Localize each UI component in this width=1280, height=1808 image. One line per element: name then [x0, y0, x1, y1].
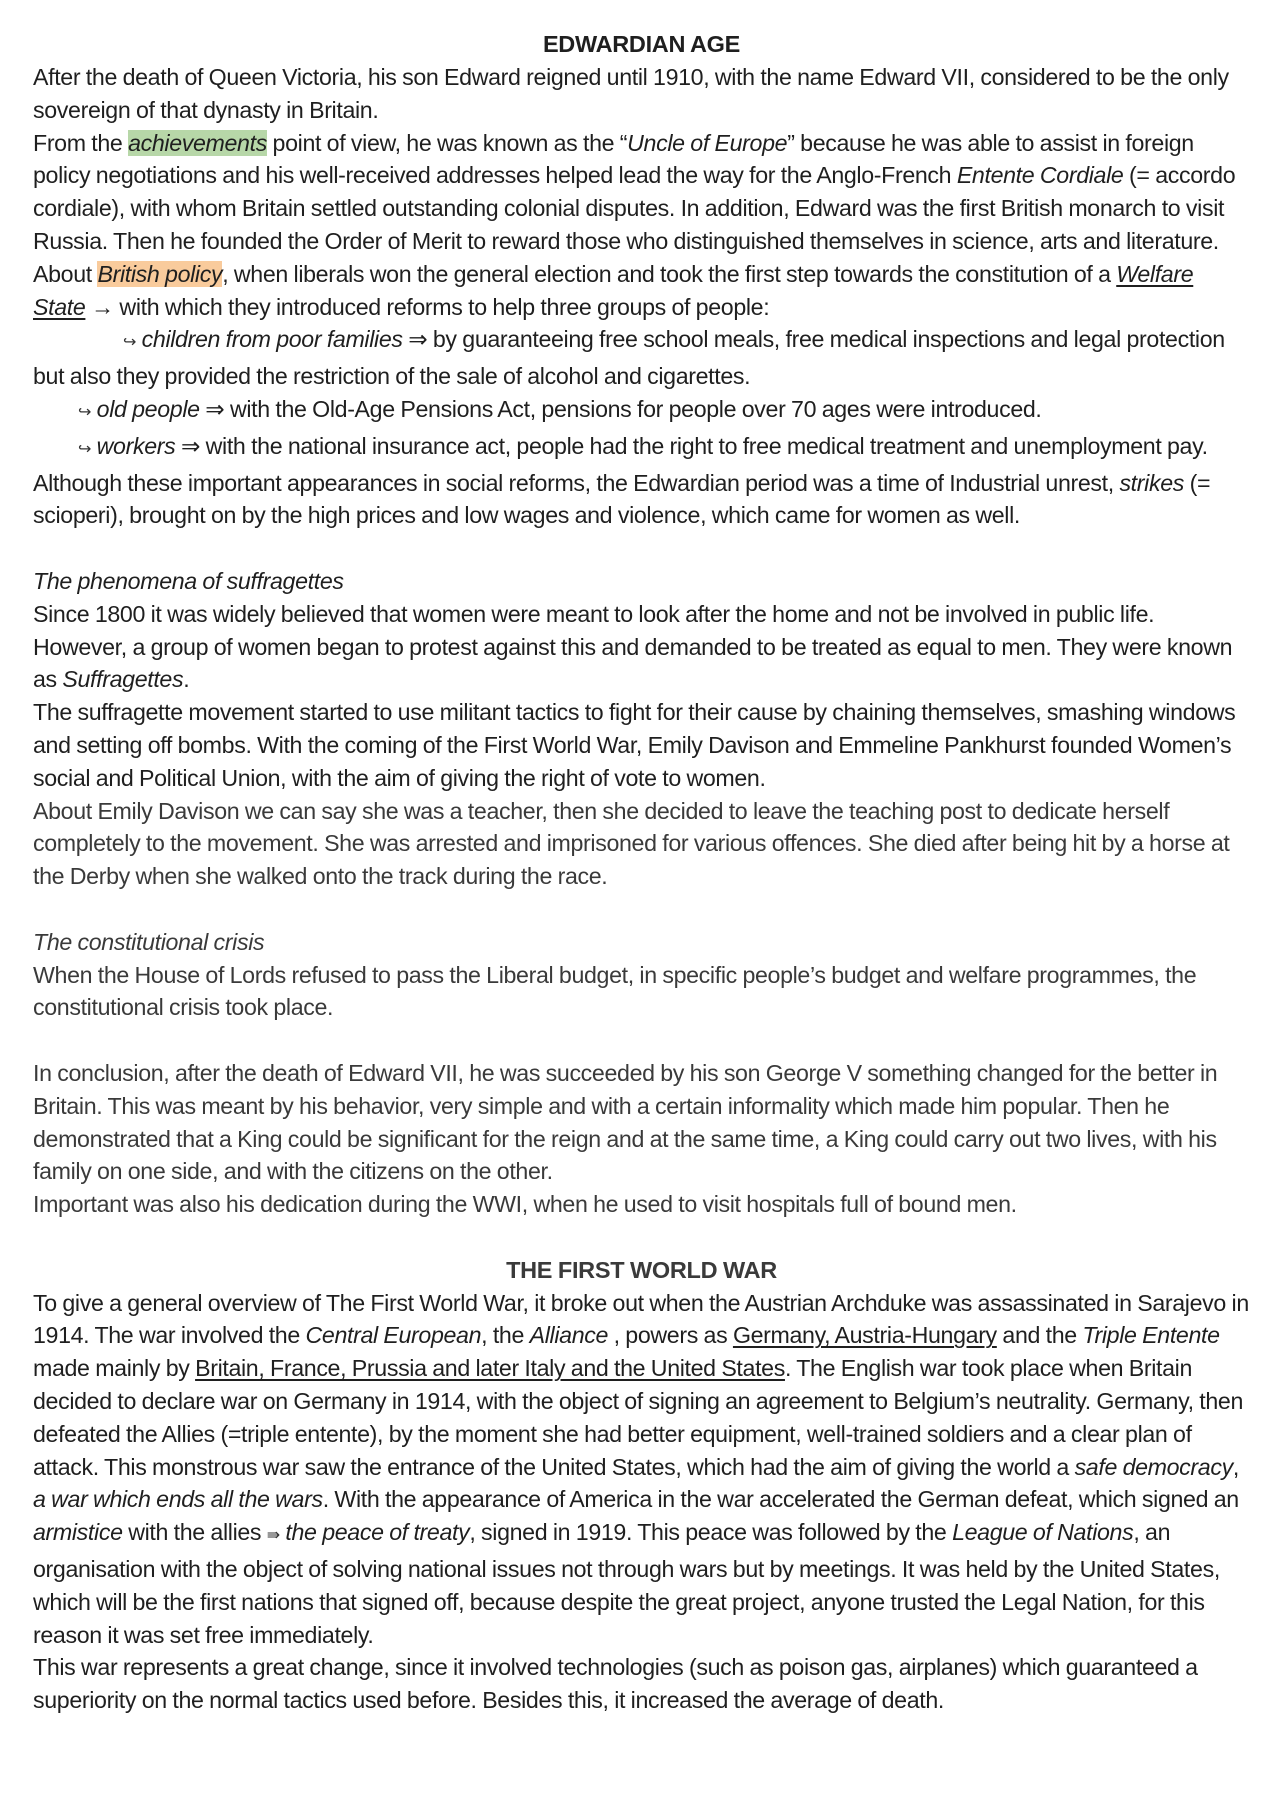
italic-central-european: Central European	[305, 1322, 482, 1349]
text-run: , the	[481, 1322, 530, 1349]
subtitle-constitutional-crisis	[33, 926, 1250, 959]
highlight-achievements: achievements	[128, 129, 267, 156]
text-run: and the	[996, 1322, 1083, 1349]
italic-triple-entente: Triple Entente	[1082, 1322, 1220, 1349]
text-run: made mainly by	[33, 1355, 196, 1382]
intro-paragraph-2	[33, 127, 1250, 258]
reform-text: with the Old-Age Pensions Act, pensions for people over 70 ages were introduced.	[229, 395, 1042, 422]
reform-item-workers	[33, 430, 1250, 467]
reform-group: workers	[96, 432, 176, 459]
text-run: .	[183, 666, 190, 693]
hook-arrow-icon: ↪	[123, 334, 137, 352]
reform-item-children	[33, 323, 1250, 393]
suffragettes-paragraph-2: The suffragette movement started to use militant tactics to fight for their cause by chaining themselves, smashing windows and setting off bombs. With the coming of the First World War, Emily Davison and Emmeline Pankhurst founded Women’s social and Political Union, with the aim of giving the right of vote to women.	[33, 699, 1236, 791]
conclusion-paragraph-2: Important was also his dedication during the WWI, when he used to visit hospitals full of bound men.	[33, 1191, 1017, 1218]
text-run: with the allies	[122, 1519, 267, 1546]
underlined-central-powers: Germany, Austria-Hungary	[732, 1322, 997, 1349]
spacer	[33, 893, 1250, 926]
subtitle-text: The phenomena of suffragettes	[33, 567, 344, 594]
triple-arrow-icon: ⇛	[266, 1527, 280, 1545]
subtitle-suffragettes	[33, 565, 1250, 598]
italic-suffragettes: Suffragettes	[62, 666, 184, 693]
intro-paragraph-1: After the death of Queen Victoria, his son Edward reigned until 1910, with the name Edward VII, considered to be the only sovereign of that dynasty in Britain.	[33, 64, 1229, 123]
italic-peace-of-treaty: the peace of treaty	[285, 1519, 470, 1546]
italic-uncle-of-europe: Uncle of Europe	[627, 129, 788, 156]
italic-war-which-ends-all-wars: a war which ends all the wars	[33, 1486, 323, 1513]
implies-arrow-icon: ⇒	[175, 432, 206, 459]
underlined-welfare-state: Welfare State	[33, 260, 1194, 320]
text-run: About	[33, 260, 98, 287]
spacer	[33, 532, 1250, 565]
text-run: . The English war took place when Britain decided to declare war on Germany in 1914, with the object of signing an agreement to Belgium’s neutrality. Germany, then defeated the Allies (=triple entente), by the moment she had better equipment, well-trained soldiers and a clear plan of attack. This monstrous war saw the entrance of the United States, which had the aim of giving the world a	[33, 1355, 1243, 1480]
text-run: , signed in 1919. This peace was followed by the	[469, 1519, 953, 1546]
text-run: ” because he was able to assist in foreign policy negotiations and his well-received addresses helped lead the way for the Anglo-French	[33, 129, 1194, 189]
spacer	[33, 1221, 1250, 1254]
text-run: (= accordo cordiale), with whom Britain settled outstanding colonial disputes. In addition, Edward was the first British monarch to visit Russia. Then he founded the Order of Merit to reward those who distinguished themselves in science, arts and literature.	[33, 162, 1236, 254]
text-run: , an organisation with the object of solving national issues not through wars but by meetings. It was held by the United States, which will be the first nations that signed off, because despite the great project, anyone trusted the Legal Nation, for this reason it was set free immediately.	[33, 1519, 1220, 1648]
constitutional-crisis-paragraph: When the House of Lords refused to pass the Liberal budget, in specific people’s budget and welfare programmes, the constitutional crisis took place.	[33, 961, 1197, 1021]
section-title-first-world-war: THE FIRST WORLD WAR	[506, 1256, 777, 1283]
italic-armistice: armistice	[33, 1519, 123, 1546]
section-title-edwardian-age: EDWARDIAN AGE	[542, 31, 741, 57]
subtitle-text: The constitutional crisis	[33, 928, 265, 955]
italic-entente-cordiale: Entente Cordiale	[956, 162, 1124, 189]
conclusion-paragraph-1: In conclusion, after the death of Edward VII, he was succeeded by his son George V something changed for the better in Britain. This was meant by his behavior, very simple and with a certain informality which made him popular. Then he demonstrated that a King could be significant for the reign and at the same time, a King could carry out two lives, with his family on one side, and with the citizens on the other.	[33, 1059, 1218, 1185]
hook-arrow-icon: ↪	[78, 440, 92, 458]
italic-strikes: strikes	[1119, 469, 1184, 496]
text-run: , powers as	[608, 1322, 733, 1349]
implies-arrow-icon: ⇒	[199, 395, 230, 422]
wwi-paragraph-1	[33, 1287, 1250, 1652]
italic-safe-democracy: safe democracy	[1074, 1453, 1233, 1480]
intro-paragraph-3	[33, 258, 1250, 324]
text-run: From the	[33, 129, 129, 156]
underlined-entente-members: Britain, France, Prussia and later Italy and the United States	[195, 1355, 785, 1382]
text-run: point of view, he was known as the “	[266, 129, 628, 156]
italic-alliance: Alliance	[529, 1322, 609, 1349]
reform-text: by guaranteeing free school meals, free medical inspections and legal protection but also they provided the restriction of the sale of alcohol and cigarettes.	[33, 326, 1225, 390]
text-run: Since 1800 it was widely believed that women were meant to look after the home and not be involved in public life. However, a group of women began to protest against this and demanded to be treated as equal to men. They were known as	[33, 600, 1233, 693]
text-run: Although these important appearances in social reforms, the Edwardian period was a time of Industrial unrest,	[33, 469, 1120, 496]
suffragettes-paragraph-3: About Emily Davison we can say she was a teacher, then she decided to leave the teaching post to dedicate herself completely to the movement. She was arrested and imprisoned for various offences. She died after being hit by a horse at the Derby when she walked onto the track during the race.	[33, 797, 1230, 890]
text-run: ,	[1232, 1453, 1239, 1480]
reform-text: with the national insurance act, people had the right to free medical treatment and unemployment pay.	[205, 432, 1208, 459]
text-run: (= scioperi), brought on by the high prices and low wages and violence, which came for women as well.	[33, 469, 1211, 529]
wwi-paragraph-2: This war represents a great change, since it involved technologies (such as poison gas, airplanes) which guaranteed a superiority on the normal tactics used before. Besides this, it increased the average of death.	[33, 1654, 1198, 1714]
suffragettes-paragraph-1	[33, 598, 1250, 696]
reform-item-old-people	[33, 393, 1250, 430]
unrest-paragraph	[33, 467, 1250, 533]
highlight-british-policy: British policy	[97, 260, 223, 287]
text-run: → with which they introduced reforms to help three groups of people:	[85, 293, 770, 320]
text-run: , when liberals won the general election and took the first step towards the constitution of a	[222, 260, 1117, 287]
italic-league-of-nations: League of Nations	[952, 1519, 1134, 1546]
spacer	[33, 1024, 1250, 1057]
reform-group: old people	[96, 395, 200, 422]
text-run: . With the appearance of America in the war accelerated the German defeat, which signed an	[322, 1486, 1239, 1513]
reform-group: children from poor families	[141, 326, 403, 353]
text-run: To give a general overview of The First World War, it broke out when the Austrian Archduke was assassinated in Sarajevo in 1914. The war involved the	[33, 1289, 1249, 1349]
implies-arrow-icon: ⇒	[402, 326, 433, 353]
hook-arrow-icon: ↪	[78, 403, 92, 421]
